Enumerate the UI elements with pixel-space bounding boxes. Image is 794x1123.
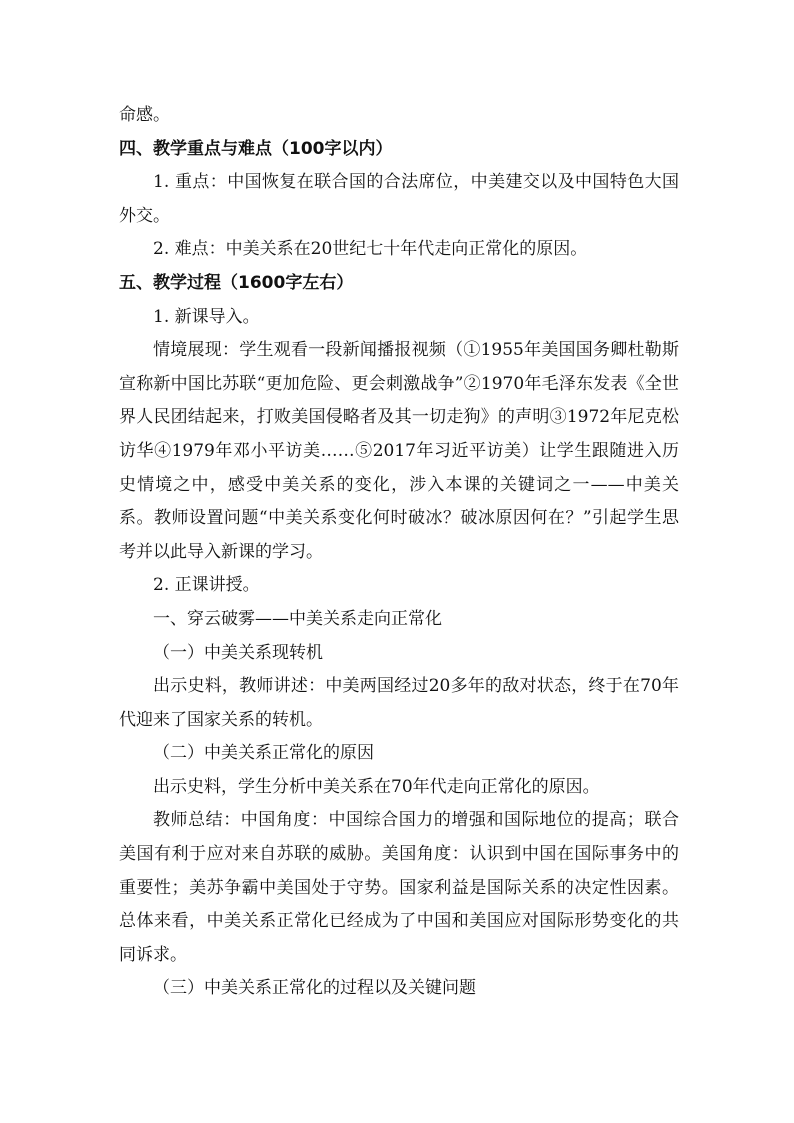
scenario-paragraph: 情境展现：学生观看一段新闻播报视频（①1955年美国国务卿杜勒斯宣称新中国比苏联“更加危险、更会刺激战争”②1970年毛泽东发表《全世界人民团结起来，打败美国侵略者及其一切走狗》的声明③1972年尼克松访华④1979年邓小平访美……⑤2017年习近平访美）让学生跟随进入历史情境之中，感受中美关系的变化，涉入本课的关键词之一——中美关系。教师设置问题“中美关系变化何时破冰？破冰原因何在？”引起学生思考并以此导入新课的学习。 (119, 340, 679, 562)
section-heading-4: 四、教学重点与难点（100字以内） (119, 138, 393, 159)
teacher-summary-paragraph: 教师总结：中国角度：中国综合国力的增强和国际地位的提高；联合美国有利于应对来自苏联的威胁。美国角度：认识到中国在国际事务中的重要性；美苏争霸中美国处于守势。国家利益是国际关系的决定性因素。总体来看，中美关系正常化已经成为了中国和美国应对国际形势变化的共同诉求。 (119, 810, 679, 965)
key-point-paragraph: 1. 重点：中国恢复在联合国的合法席位，中美建交以及中国特色大国外交。 (119, 172, 679, 226)
sub-item-title-2: （二）中美关系正常化的原因 (153, 743, 374, 764)
new-lesson-intro-heading: 1. 新课导入。 (153, 306, 260, 327)
document-body (119, 99, 679, 1006)
analysis-paragraph: 出示史料，学生分析中美关系在70年代走向正常化的原因。 (153, 776, 600, 797)
paragraph-continuation: 命感。 (119, 105, 170, 125)
lecture-heading: 2. 正课讲授。 (153, 575, 260, 596)
section-heading-5: 五、教学过程（1600字左右） (119, 272, 354, 293)
difficulty-paragraph: 2. 难点：中美关系在20世纪七十年代走向正常化的原因。 (153, 239, 588, 260)
subsection-title-1: 一、穿云破雾——中美关系走向正常化 (153, 608, 442, 629)
sub-item-title-3: （三）中美关系正常化的过程以及关键问题 (153, 978, 476, 999)
turning-point-paragraph: 出示史料，教师讲述：中美两国经过20多年的敌对状态，终于在70年代迎来了国家关系的转机。 (119, 676, 679, 730)
sub-item-title-1: （一）中美关系现转机 (153, 642, 323, 663)
